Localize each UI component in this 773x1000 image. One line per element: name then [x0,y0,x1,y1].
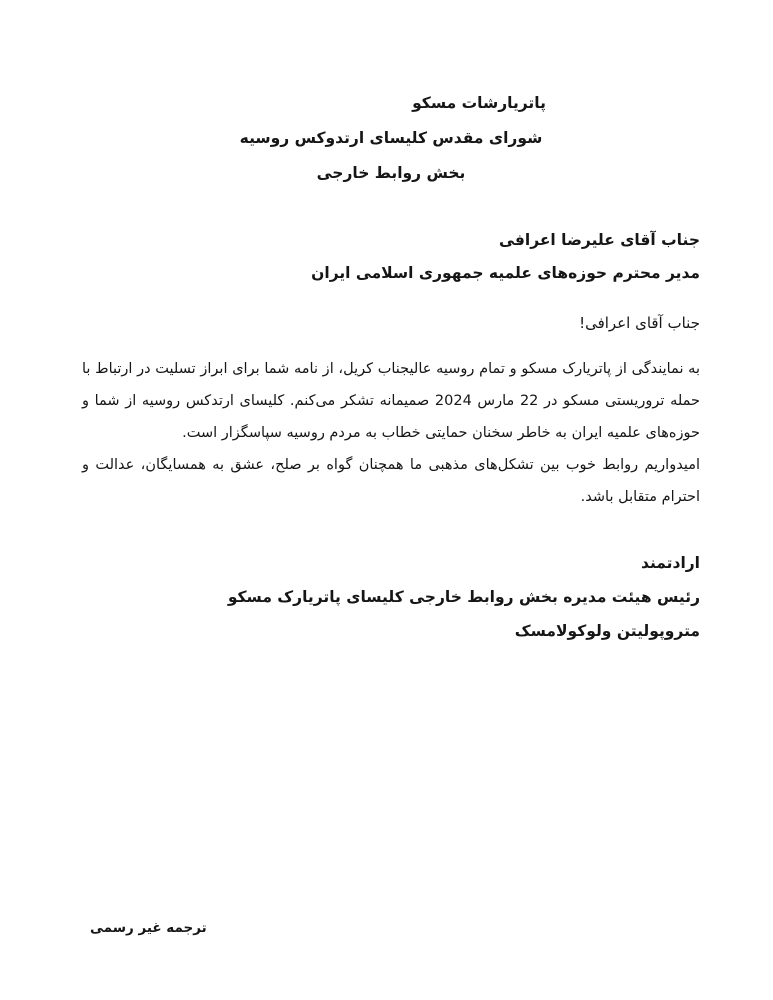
addressee-name: جناب آقای علیرضا اعرافی [499,231,700,249]
letterhead-org-council: شورای مقدس کلیسای ارتدوکس روسیه [239,129,543,147]
signature-block [82,546,700,648]
body-paragraph-1: به نمایندگی از پاتریارک مسکو و تمام روسیه عالیجناب کریل، از نامه شما برای ابراز تسلیت در ارتباط با حمله تروریستی مسکو در 22 مارس 2024 صمیمانه تشکر می‌کنم. کلیسای ارتدکس روسیه از شما و حوزه‌های علمیه ایران به خاطر سخنان حمایتی خطاب به مردم روسیه سپاسگزار است. [82,361,700,441]
letter-body [82,353,700,513]
addressee-block [82,224,700,290]
unofficial-translation-note: ترجمه غیر رسمی [90,920,207,936]
letterhead-org-department: بخش روابط خارجی [316,164,466,182]
signature-closing: ارادتمند [641,554,700,572]
letterhead [82,86,700,191]
signature-title: رئیس هیئت مدیره بخش روابط خارجی کلیسای پاتریارک مسکو [227,588,700,606]
signature-name: متروپولیتن ولوکولامسک [514,622,700,640]
addressee-title: مدیر محترم حوزه‌های علمیه جمهوری اسلامی ایران [311,264,700,282]
letterhead-org-name: پاتریارشات مسکو [412,94,546,112]
salutation-line: جناب آقای اعرافی! [579,314,700,332]
body-paragraph-2: امیدواریم روابط خوب بین تشکل‌های مذهبی ما همچنان گواه بر صلح، عشق به همسایگان، عدالت و احترام متقابل باشد. [82,457,700,505]
